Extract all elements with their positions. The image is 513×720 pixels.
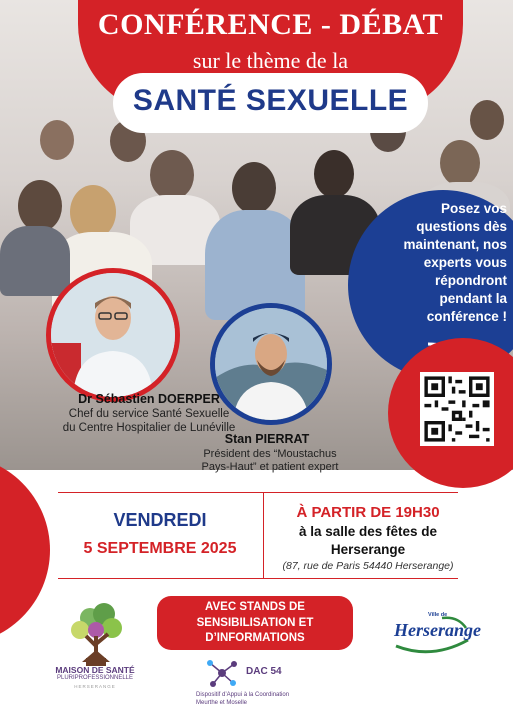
decorative-red-circle-left	[0, 455, 50, 645]
ville-logo-prefix: Ville de	[428, 612, 448, 618]
divider	[263, 492, 264, 578]
stands-line: SENSIBILISATION ET	[196, 616, 314, 629]
questions-bubble-text	[372, 200, 507, 326]
event-day: VENDREDI	[113, 510, 207, 530]
title-line-3: SANTÉ SEXUELLE	[132, 84, 409, 117]
msp-logo-location: HERSERANGE	[74, 684, 116, 689]
stands-text	[157, 600, 353, 647]
speaker-name: Dr Sébastien DOERPER	[78, 392, 220, 406]
msp-logo-subtext: PLURIPROFESSIONNELLE	[56, 675, 134, 681]
speaker-photo-doerper	[46, 268, 180, 402]
questions-line: Posez vos	[440, 201, 507, 216]
person-portrait-icon	[215, 308, 327, 420]
title-line-1: CONFÉRENCE - DÉBAT	[97, 8, 444, 41]
dac-logo-subtext: Meurthe et Moselle	[196, 700, 248, 706]
speaker-role: Chef du service Santé Sexuelle	[68, 408, 230, 420]
stands-line: D’INFORMATIONS	[205, 632, 305, 644]
questions-line: maintenant, nos	[403, 237, 507, 252]
questions-line: experts vous	[423, 255, 507, 270]
speaker-photo-pierrat	[210, 303, 332, 425]
event-address: (87, rue de Paris 54440 Herserange)	[282, 560, 454, 572]
speaker-role: Président des “Moustachus	[203, 448, 337, 460]
divider	[58, 578, 458, 579]
speaker-role: du Centre Hospitalier de Lunéville	[62, 422, 236, 434]
questions-line: répondront	[435, 273, 507, 288]
questions-line: pendant la	[439, 291, 507, 306]
dac-logo-subtext: Dispositif d’Appui à la Coordination	[196, 692, 290, 698]
dac-logo-text: DAC 54	[246, 666, 282, 677]
divider	[58, 492, 458, 493]
qr-code-icon[interactable]	[420, 372, 494, 446]
speaker-name: Stan PIERRAT	[224, 432, 310, 446]
event-time: À PARTIR DE 19H30	[296, 504, 440, 521]
person-portrait-icon	[51, 273, 175, 397]
title-line-2: sur le thème de la	[192, 48, 349, 73]
questions-line: conférence !	[426, 309, 507, 324]
event-venue: Herserange	[330, 542, 406, 557]
event-venue: à la salle des fêtes de	[298, 524, 438, 539]
speaker-role: Pays-Haut” et patient expert	[201, 461, 339, 473]
stands-line: AVEC STANDS DE	[205, 601, 305, 613]
ville-logo-text: Herserange	[394, 620, 481, 640]
msp-logo-text: MAISON DE SANTÉ	[55, 665, 135, 675]
questions-line: questions dès	[416, 219, 507, 234]
event-date: 5 SEPTEMBRE 2025	[83, 540, 237, 557]
network-nodes-logo-icon	[205, 658, 239, 688]
